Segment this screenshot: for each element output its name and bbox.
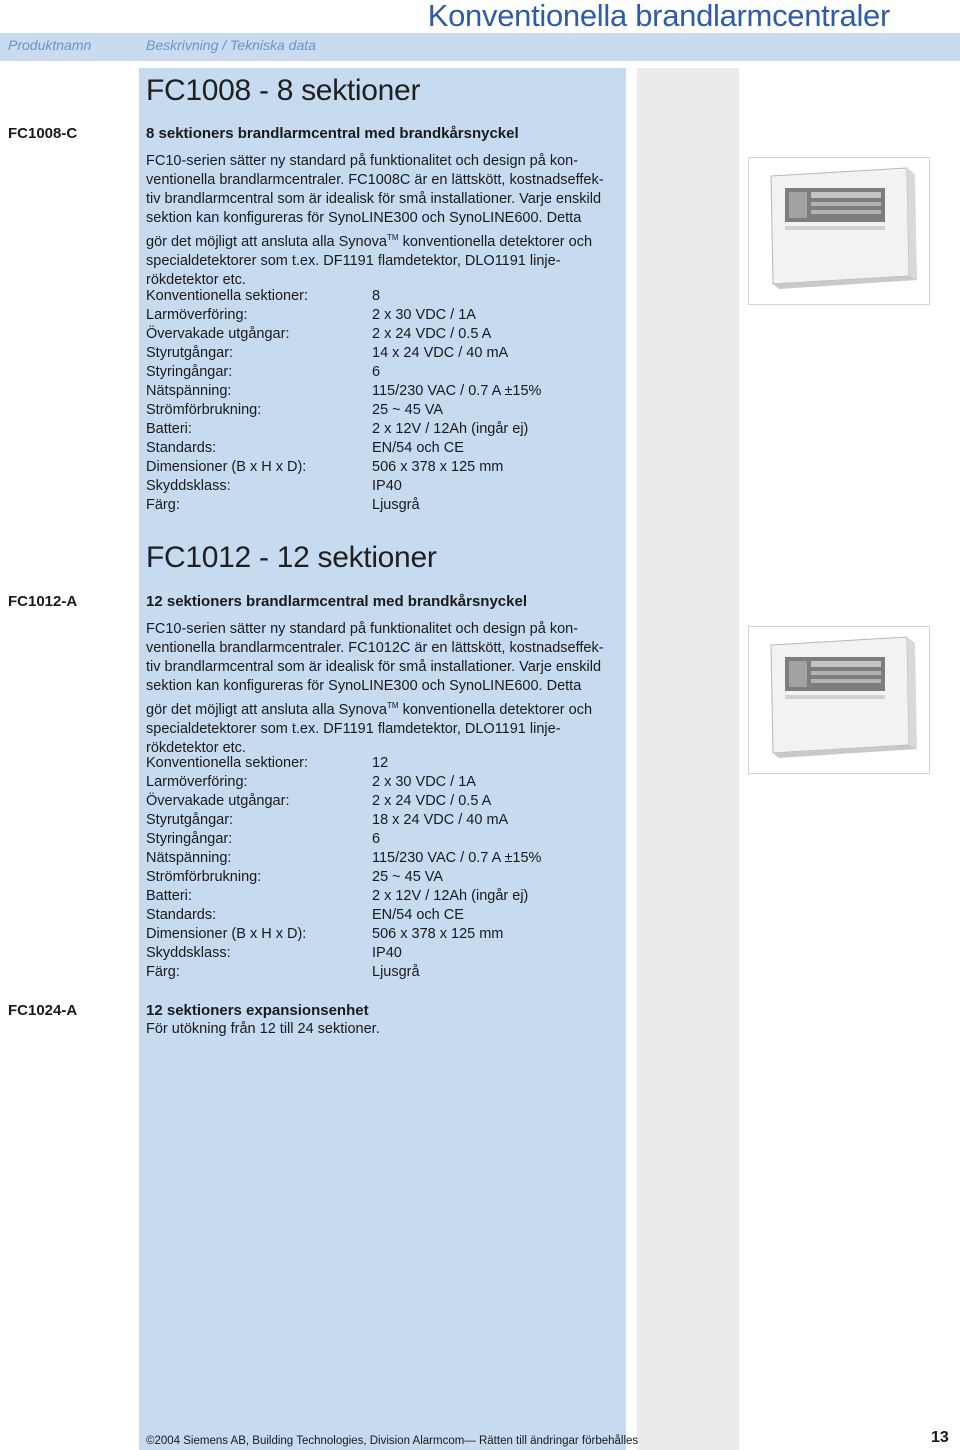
header-bar — [0, 33, 960, 61]
side-column — [637, 68, 739, 1450]
product-code-fc1012a: FC1012-A — [8, 593, 78, 610]
section-heading-fc1008: FC1008 - 8 sektioner — [146, 74, 421, 107]
product-subtitle: 12 sektioners brandlarmcentral med brandkårsnyckel — [146, 593, 528, 610]
product-code-fc1024a: FC1024-A — [8, 1002, 78, 1019]
fire-panel-illustration — [749, 158, 929, 304]
product-subtitle: 8 sektioners brandlarmcentral med brandkårsnyckel — [146, 125, 519, 142]
product-image-fc1008 — [748, 157, 930, 305]
product-code-fc1008c: FC1008-C — [8, 125, 78, 142]
column-header-description: Beskrivning / Tekniska data — [146, 37, 316, 53]
fire-panel-illustration — [749, 627, 929, 773]
product-description: FC10-serien sätter ny standard på funktionalitet och design på kon- ventionella brandlarmcentraler. FC1008C är en lättskött, kostnadseffek- tiv brandlarmcentral som är idealisk för små installationer. Varje enskild sektion kan konfigureras för SynoLINE300 och SynoLINE600. Detta gör det möjligt att ansluta alla Synova™ konventionella detektorer och specialdetektorer som t.ex. DF1191 flamdetektor, DLO1191 linje- rökdetektor etc. — [146, 153, 604, 288]
column-header-product: Produktnamn — [8, 37, 92, 53]
footer-copyright: ©2004 Siemens AB, Building Technologies, Division Alarmcom— Rätten till ändringar förbehålles — [146, 1435, 639, 1447]
section-heading-fc1012: FC1012 - 12 sektioner — [146, 541, 437, 574]
page-number: 13 — [931, 1429, 949, 1446]
product-subtitle: 12 sektioners expansionsenhet — [146, 1002, 369, 1019]
product-description: För utökning från 12 till 24 sektioner. — [146, 1021, 380, 1037]
page-title: Konventionella brandlarmcentraler — [427, 0, 890, 33]
product-description: FC10-serien sätter ny standard på funktionalitet och design på kon- ventionella brandlarmcentraler. FC1012C är en lättskött, kostnadseffek- tiv brandlarmcentral som är idealisk för små installationer. Varje enskild sektion kan konfigureras för SynoLINE300 och SynoLINE600. Detta gör det möjligt att ansluta alla Synova™ konventionella detektorer och specialdetektorer som t.ex. DF1191 flamdetektor, DLO1191 linje- rökdetektor etc. — [146, 621, 604, 756]
product-image-fc1012 — [748, 626, 930, 774]
